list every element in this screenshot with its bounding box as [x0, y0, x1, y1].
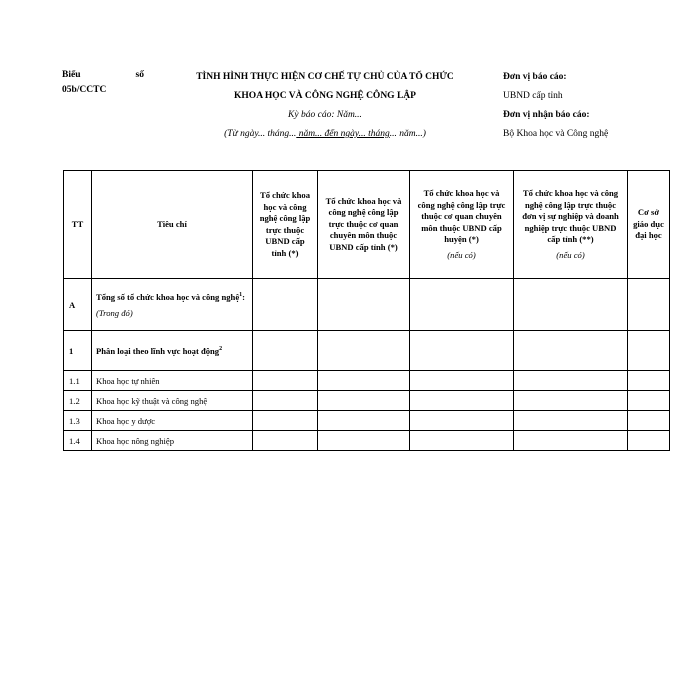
form-code-number: 05b/CCTC — [62, 85, 107, 95]
row-criteria — [92, 331, 253, 371]
row-number: 1 — [64, 331, 92, 371]
header-district-department — [410, 171, 514, 279]
row-criteria-text: Tổng số tổ chức khoa học và công nghệ — [96, 291, 240, 302]
data-cell[interactable] — [628, 431, 670, 451]
data-cell[interactable] — [318, 371, 410, 391]
data-cell[interactable] — [410, 391, 514, 411]
row-criteria-text: Phân loại theo lĩnh vực hoạt động — [96, 345, 220, 356]
table-row — [64, 431, 670, 451]
data-cell[interactable] — [318, 431, 410, 451]
data-cell[interactable] — [318, 279, 410, 331]
data-cell[interactable] — [253, 431, 318, 451]
data-cell[interactable] — [628, 331, 670, 371]
data-cell[interactable] — [253, 279, 318, 331]
table-row — [64, 371, 670, 391]
row-number: 1.1 — [64, 371, 92, 391]
table-row — [64, 411, 670, 431]
report-period: Kỳ báo cáo: Năm... — [288, 110, 362, 120]
data-cell[interactable] — [514, 279, 628, 331]
row-criteria-note: (Trong đó) — [96, 308, 133, 319]
receiving-unit-value: Bộ Khoa học và Công nghệ — [503, 129, 609, 139]
row-number: 1.2 — [64, 391, 92, 411]
data-cell[interactable] — [628, 371, 670, 391]
form-code-word-2: số — [135, 70, 144, 80]
data-cell[interactable] — [514, 331, 628, 371]
data-cell[interactable] — [253, 331, 318, 371]
data-cell[interactable] — [253, 391, 318, 411]
data-cell[interactable] — [318, 391, 410, 411]
table-header-row — [64, 171, 670, 279]
reporting-unit-value: UBND cấp tỉnh — [503, 91, 563, 101]
data-cell[interactable] — [253, 411, 318, 431]
data-cell[interactable] — [514, 391, 628, 411]
data-cell[interactable] — [514, 411, 628, 431]
header-provincial-department: Tổ chức khoa học và công nghệ công lập trực thuộc cơ quan chuyên môn thuộc UBND cấp tỉnh (*) — [318, 171, 410, 279]
report-title-line-2: KHOA HỌC VÀ CÔNG NGHỆ CÔNG LẬP — [234, 91, 416, 101]
data-cell[interactable] — [514, 431, 628, 451]
data-cell[interactable] — [628, 391, 670, 411]
row-criteria: Khoa học tự nhiên — [92, 371, 253, 391]
form-code-word-1: Biểu — [62, 70, 81, 80]
reporting-info — [503, 68, 693, 144]
header-universities: Cơ sở giáo dục đại học — [628, 171, 670, 279]
footnote-ref: 1 — [239, 291, 243, 298]
row-criteria: Khoa học y dược — [92, 411, 253, 431]
data-cell[interactable] — [253, 371, 318, 391]
row-criteria: Khoa học kỹ thuật và công nghệ — [92, 391, 253, 411]
row-criteria — [92, 279, 253, 331]
report-table — [63, 170, 670, 451]
report-title-line-1: TÌNH HÌNH THỰC HIỆN CƠ CHẾ TỰ CHỦ CỦA TỔ CHỨC — [196, 72, 454, 82]
report-date-range-end: ... năm...) — [389, 129, 426, 139]
data-cell[interactable] — [628, 411, 670, 431]
header-tt: TT — [64, 171, 92, 279]
footnote-ref: 2 — [219, 346, 223, 353]
header-public-units-enterprises — [514, 171, 628, 279]
header-public-units-enterprises-note: (nếu có) — [556, 249, 585, 260]
data-cell[interactable] — [410, 331, 514, 371]
report-date-range-middle: năm... đến ngày... tháng — [296, 129, 390, 139]
report-date-range-start: (Từ ngày... tháng... — [224, 129, 297, 139]
row-number: 1.4 — [64, 431, 92, 451]
receiving-unit-label: Đơn vị nhận báo cáo: — [503, 110, 590, 120]
row-criteria-suffix: : — [242, 291, 246, 302]
table-row — [64, 279, 670, 331]
row-criteria: Khoa học nông nghiệp — [92, 431, 253, 451]
header-district-department-note: (nếu có) — [447, 249, 476, 260]
row-number: 1.3 — [64, 411, 92, 431]
header-criteria: Tiêu chí — [92, 171, 253, 279]
data-cell[interactable] — [514, 371, 628, 391]
reporting-unit-label: Đơn vị báo cáo: — [503, 72, 567, 82]
row-number: A — [64, 279, 92, 331]
data-cell[interactable] — [410, 431, 514, 451]
data-cell[interactable] — [318, 411, 410, 431]
report-title-block — [170, 68, 480, 144]
data-cell[interactable] — [628, 279, 670, 331]
data-cell[interactable] — [410, 279, 514, 331]
header-district-department-label: Tổ chức khoa học và công nghệ công lập trực thuộc cơ quan chuyên môn thuộc UBND cấp huyện (*) — [417, 188, 506, 244]
report-date-range — [170, 125, 480, 144]
data-cell[interactable] — [410, 411, 514, 431]
form-code — [62, 68, 144, 98]
data-cell[interactable] — [318, 331, 410, 371]
table-row — [64, 331, 670, 371]
table-row — [64, 391, 670, 411]
data-cell[interactable] — [410, 371, 514, 391]
header-public-units-enterprises-label: Tổ chức khoa học và công nghệ công lập trực thuộc đơn vị sự nghiệp và doanh nghiệp trực thuộc UBND cấp tỉnh (**) — [522, 188, 619, 244]
header-provincial-ubnd: Tổ chức khoa học và công nghệ công lập trực thuộc UBND cấp tỉnh (*) — [253, 171, 318, 279]
